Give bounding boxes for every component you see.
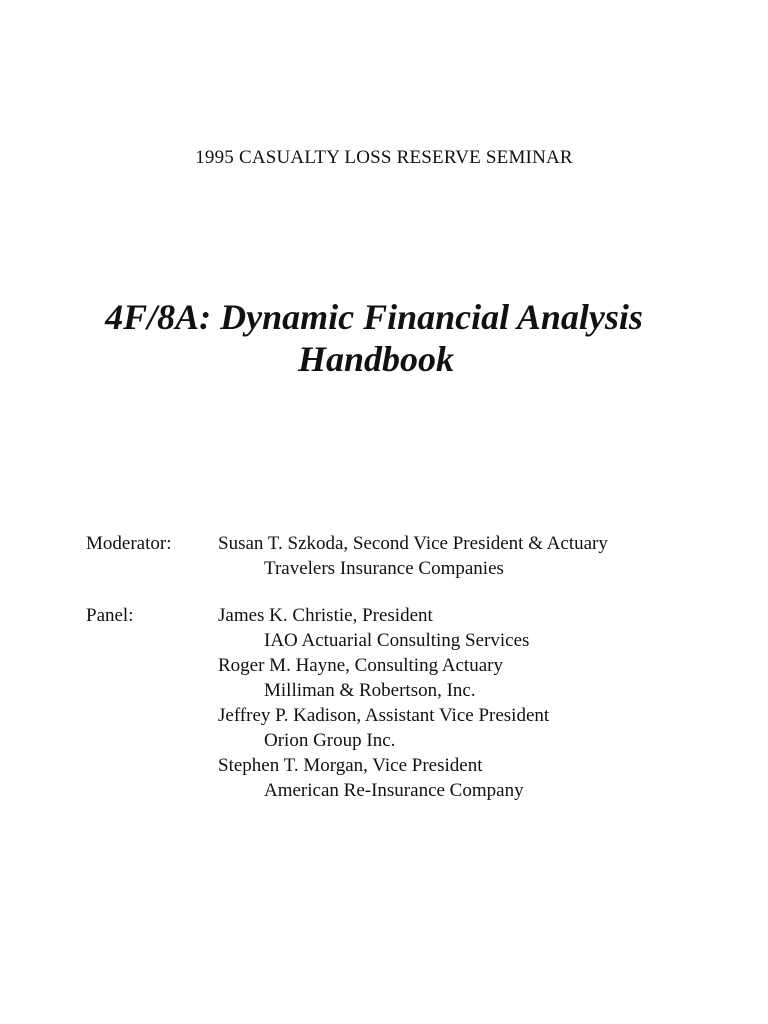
panelist-entry [218, 703, 549, 753]
session-title-line-1: 4F/8A: Dynamic Financial Analysis [105, 297, 643, 337]
session-title-line-2: Handbook [297, 339, 455, 379]
person-name: James K. Christie, President [218, 605, 433, 626]
person-organization: Travelers Insurance Companies [264, 558, 504, 579]
panelist-entry [218, 753, 549, 803]
panel-label: Panel: [86, 605, 134, 626]
person-organization: American Re-Insurance Company [264, 780, 524, 801]
session-title [0, 296, 748, 380]
panelist-entry [218, 603, 549, 653]
moderator-list [218, 531, 608, 581]
seminar-title: 1995 CASUALTY LOSS RESERVE SEMINAR [195, 147, 573, 168]
person-organization: Orion Group Inc. [264, 730, 396, 751]
person-name: Susan T. Szkoda, Second Vice President & Actuary [218, 533, 608, 554]
moderator-label: Moderator: [86, 533, 172, 554]
person-name: Jeffrey P. Kadison, Assistant Vice President [218, 705, 550, 726]
person-name: Roger M. Hayne, Consulting Actuary [218, 655, 503, 676]
panelist-entry [218, 653, 549, 703]
moderator-entry [218, 531, 608, 581]
panel-list [218, 603, 549, 803]
person-organization: IAO Actuarial Consulting Services [264, 630, 530, 651]
person-name: Stephen T. Morgan, Vice President [218, 755, 483, 776]
person-organization: Milliman & Robertson, Inc. [264, 680, 476, 701]
